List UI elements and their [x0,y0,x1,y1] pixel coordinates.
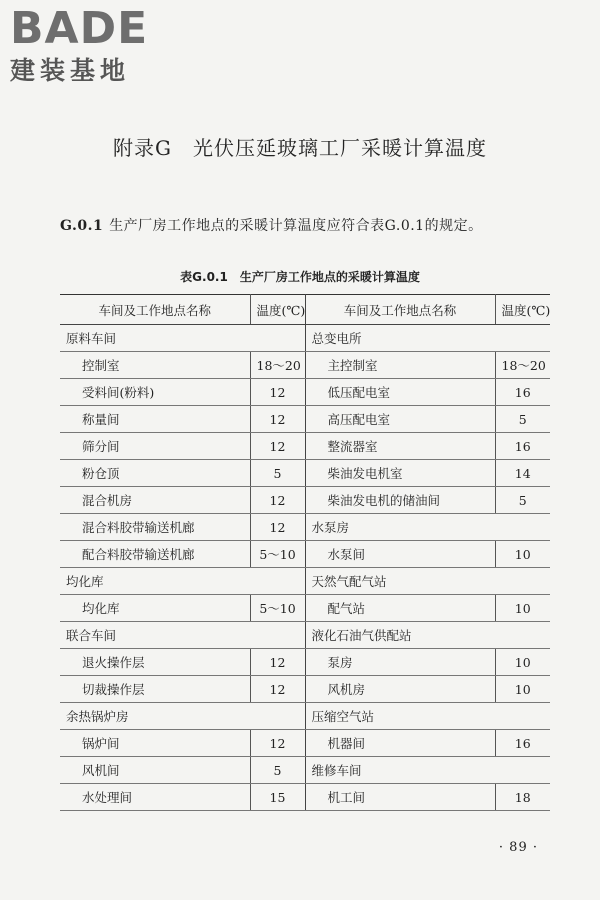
group-heading: 维修车间 [305,757,550,784]
table-row [60,568,550,595]
table-row [60,514,550,541]
temperature-value: 5 [250,460,305,487]
group-heading: 液化石油气供配站 [305,622,550,649]
group-heading: 原料车间 [60,325,305,352]
temperature-value: 12 [250,379,305,406]
workplace-name: 整流器室 [305,433,495,460]
logo-subtitle: 建装基地 [10,56,131,85]
workplace-name: 风机间 [60,757,250,784]
table-row [60,487,550,514]
group-heading: 压缩空气站 [305,703,550,730]
temperature-value: 12 [250,649,305,676]
workplace-name: 混合机房 [60,487,250,514]
table-body [60,325,550,811]
workplace-name: 混合料胶带输送机廊 [60,514,250,541]
group-heading: 联合车间 [60,622,305,649]
table-row [60,676,550,703]
temperature-value: 16 [495,433,550,460]
table-row [60,325,550,352]
table-row [60,406,550,433]
header-name-right: 车间及工作地点名称 [305,295,495,325]
workplace-name: 配气站 [305,595,495,622]
table-row [60,595,550,622]
logo-wordmark: BADE [10,3,149,54]
temperature-value: 16 [495,730,550,757]
table-row [60,541,550,568]
table-row [60,649,550,676]
table-row [60,352,550,379]
temperature-value: 10 [495,595,550,622]
temperature-value: 10 [495,649,550,676]
temperature-value: 5 [495,487,550,514]
table-row [60,460,550,487]
temperature-value: 18 [495,784,550,811]
temperature-value: 12 [250,514,305,541]
workplace-name: 配合料胶带输送机廊 [60,541,250,568]
temperature-value: 15 [250,784,305,811]
temperature-value: 12 [250,676,305,703]
workplace-name: 机工间 [305,784,495,811]
workplace-name: 锅炉间 [60,730,250,757]
workplace-name: 机器间 [305,730,495,757]
workplace-name: 受料间(粉料) [60,379,250,406]
table-row [60,379,550,406]
table-row [60,730,550,757]
workplace-name: 控制室 [60,352,250,379]
workplace-name: 筛分间 [60,433,250,460]
workplace-name: 低压配电室 [305,379,495,406]
workplace-name: 风机房 [305,676,495,703]
workplace-name: 退火操作层 [60,649,250,676]
group-heading: 余热锅炉房 [60,703,305,730]
workplace-name: 泵房 [305,649,495,676]
group-heading: 天然气配气站 [305,568,550,595]
group-heading: 均化库 [60,568,305,595]
workplace-name: 柴油发电机的储油间 [305,487,495,514]
table-row [60,703,550,730]
table-row [60,757,550,784]
header-temp-right: 温度(℃) [495,295,550,325]
workplace-name: 高压配电室 [305,406,495,433]
workplace-name: 切裁操作层 [60,676,250,703]
temperature-value: 12 [250,730,305,757]
table-row [60,784,550,811]
temperature-value: 18～20 [250,352,305,379]
clause-text: 生产厂房工作地点的采暖计算温度应符合表G.0.1的规定。 [109,218,483,234]
page-number: · 89 · [498,840,538,855]
temperature-value: 5～10 [250,541,305,568]
table-row [60,433,550,460]
table-row [60,622,550,649]
temperature-value: 14 [495,460,550,487]
bade-logo [10,3,149,86]
heating-temperature-table [60,294,550,811]
table-caption: 表G.0.1 生产厂房工作地点的采暖计算温度 [180,270,420,284]
temperature-value: 5 [250,757,305,784]
workplace-name: 称量间 [60,406,250,433]
temperature-value: 10 [495,541,550,568]
group-heading: 总变电所 [305,325,550,352]
workplace-name: 粉仓顶 [60,460,250,487]
workplace-name: 主控制室 [305,352,495,379]
workplace-name: 水处理间 [60,784,250,811]
workplace-name: 水泵间 [305,541,495,568]
temperature-value: 12 [250,487,305,514]
workplace-name: 均化库 [60,595,250,622]
temperature-value: 18～20 [495,352,550,379]
group-heading: 水泵房 [305,514,550,541]
clause-paragraph [60,213,560,239]
header-temp-left: 温度(℃) [250,295,305,325]
header-name-left: 车间及工作地点名称 [60,295,250,325]
table-header-row [60,295,550,325]
temperature-value: 12 [250,406,305,433]
temperature-value: 12 [250,433,305,460]
clause-number: G.0.1 [60,218,104,234]
appendix-title: 附录G 光伏压延玻璃工厂采暖计算温度 [113,136,487,160]
temperature-value: 10 [495,676,550,703]
temperature-value: 5 [495,406,550,433]
workplace-name: 柴油发电机室 [305,460,495,487]
temperature-value: 5～10 [250,595,305,622]
temperature-value: 16 [495,379,550,406]
